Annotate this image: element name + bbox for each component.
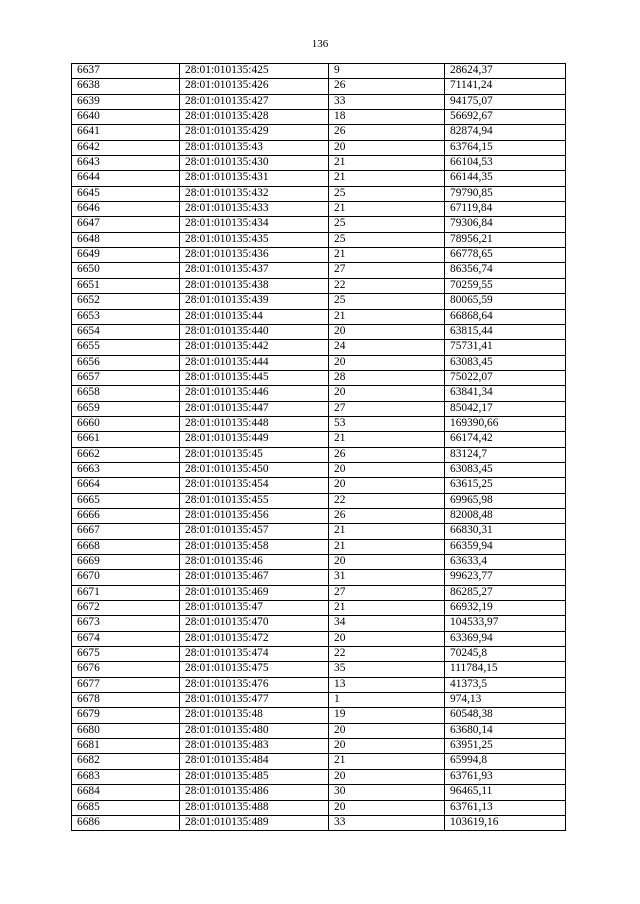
row-number-cell: 6656 xyxy=(72,355,180,370)
cadastral-number-cell: 28:01:010135:458 xyxy=(180,539,329,554)
table-row xyxy=(72,79,566,94)
table-row xyxy=(72,432,566,447)
table-row xyxy=(72,110,566,125)
amount-cell: 82874,94 xyxy=(445,125,566,140)
cadastral-number-cell: 28:01:010135:46 xyxy=(180,555,329,570)
cadastral-number-cell: 28:01:010135:426 xyxy=(180,79,329,94)
quantity-cell: 27 xyxy=(329,401,445,416)
table-row xyxy=(72,708,566,723)
row-number-cell: 6673 xyxy=(72,616,180,631)
row-number-cell: 6677 xyxy=(72,677,180,692)
amount-cell: 67119,84 xyxy=(445,202,566,217)
amount-cell: 79790,85 xyxy=(445,186,566,201)
quantity-cell: 18 xyxy=(329,110,445,125)
cadastral-number-cell: 28:01:010135:431 xyxy=(180,171,329,186)
cadastral-table xyxy=(71,63,566,831)
cadastral-number-cell: 28:01:010135:435 xyxy=(180,232,329,247)
quantity-cell: 20 xyxy=(329,355,445,370)
amount-cell: 28624,37 xyxy=(445,64,566,79)
cadastral-number-cell: 28:01:010135:48 xyxy=(180,708,329,723)
amount-cell: 82008,48 xyxy=(445,508,566,523)
quantity-cell: 21 xyxy=(329,171,445,186)
row-number-cell: 6661 xyxy=(72,432,180,447)
cadastral-number-cell: 28:01:010135:43 xyxy=(180,140,329,155)
cadastral-number-cell: 28:01:010135:474 xyxy=(180,647,329,662)
cadastral-number-cell: 28:01:010135:427 xyxy=(180,94,329,109)
amount-cell: 86285,27 xyxy=(445,585,566,600)
row-number-cell: 6685 xyxy=(72,800,180,815)
quantity-cell: 21 xyxy=(329,156,445,171)
amount-cell: 63841,34 xyxy=(445,386,566,401)
table-row xyxy=(72,478,566,493)
table-row xyxy=(72,815,566,830)
amount-cell: 63951,25 xyxy=(445,739,566,754)
quantity-cell: 20 xyxy=(329,800,445,815)
table-row xyxy=(72,263,566,278)
table-row xyxy=(72,769,566,784)
table-row xyxy=(72,754,566,769)
amount-cell: 70245,8 xyxy=(445,647,566,662)
amount-cell: 60548,38 xyxy=(445,708,566,723)
amount-cell: 63369,94 xyxy=(445,631,566,646)
quantity-cell: 25 xyxy=(329,294,445,309)
cadastral-number-cell: 28:01:010135:476 xyxy=(180,677,329,692)
row-number-cell: 6637 xyxy=(72,64,180,79)
amount-cell: 78956,21 xyxy=(445,232,566,247)
cadastral-number-cell: 28:01:010135:436 xyxy=(180,248,329,263)
row-number-cell: 6639 xyxy=(72,94,180,109)
amount-cell: 104533,97 xyxy=(445,616,566,631)
table-row xyxy=(72,309,566,324)
amount-cell: 66144,35 xyxy=(445,171,566,186)
row-number-cell: 6665 xyxy=(72,493,180,508)
table-row xyxy=(72,232,566,247)
table-row xyxy=(72,140,566,155)
table-row xyxy=(72,585,566,600)
amount-cell: 94175,07 xyxy=(445,94,566,109)
table-row xyxy=(72,186,566,201)
quantity-cell: 21 xyxy=(329,202,445,217)
cadastral-number-cell: 28:01:010135:467 xyxy=(180,570,329,585)
amount-cell: 66174,42 xyxy=(445,432,566,447)
quantity-cell: 30 xyxy=(329,785,445,800)
table-row xyxy=(72,416,566,431)
cadastral-number-cell: 28:01:010135:475 xyxy=(180,662,329,677)
table-row xyxy=(72,677,566,692)
table-row xyxy=(72,647,566,662)
row-number-cell: 6676 xyxy=(72,662,180,677)
cadastral-number-cell: 28:01:010135:485 xyxy=(180,769,329,784)
quantity-cell: 20 xyxy=(329,140,445,155)
quantity-cell: 19 xyxy=(329,708,445,723)
amount-cell: 83124,7 xyxy=(445,447,566,462)
cadastral-number-cell: 28:01:010135:449 xyxy=(180,432,329,447)
amount-cell: 66830,31 xyxy=(445,524,566,539)
quantity-cell: 33 xyxy=(329,94,445,109)
cadastral-number-cell: 28:01:010135:469 xyxy=(180,585,329,600)
row-number-cell: 6650 xyxy=(72,263,180,278)
quantity-cell: 21 xyxy=(329,539,445,554)
row-number-cell: 6643 xyxy=(72,156,180,171)
row-number-cell: 6682 xyxy=(72,754,180,769)
quantity-cell: 21 xyxy=(329,601,445,616)
quantity-cell: 53 xyxy=(329,416,445,431)
quantity-cell: 20 xyxy=(329,386,445,401)
quantity-cell: 22 xyxy=(329,278,445,293)
amount-cell: 63615,25 xyxy=(445,478,566,493)
quantity-cell: 9 xyxy=(329,64,445,79)
table-row xyxy=(72,739,566,754)
amount-cell: 56692,67 xyxy=(445,110,566,125)
quantity-cell: 21 xyxy=(329,248,445,263)
cadastral-number-cell: 28:01:010135:456 xyxy=(180,508,329,523)
table-row xyxy=(72,723,566,738)
cadastral-number-cell: 28:01:010135:488 xyxy=(180,800,329,815)
table-row xyxy=(72,601,566,616)
table-row xyxy=(72,785,566,800)
quantity-cell: 20 xyxy=(329,739,445,754)
table-row xyxy=(72,800,566,815)
amount-cell: 70259,55 xyxy=(445,278,566,293)
row-number-cell: 6670 xyxy=(72,570,180,585)
amount-cell: 63761,93 xyxy=(445,769,566,784)
row-number-cell: 6638 xyxy=(72,79,180,94)
row-number-cell: 6666 xyxy=(72,508,180,523)
amount-cell: 111784,15 xyxy=(445,662,566,677)
amount-cell: 41373,5 xyxy=(445,677,566,692)
row-number-cell: 6654 xyxy=(72,324,180,339)
quantity-cell: 35 xyxy=(329,662,445,677)
row-number-cell: 6671 xyxy=(72,585,180,600)
cadastral-number-cell: 28:01:010135:455 xyxy=(180,493,329,508)
amount-cell: 63761,13 xyxy=(445,800,566,815)
table-row xyxy=(72,462,566,477)
row-number-cell: 6662 xyxy=(72,447,180,462)
amount-cell: 66868,64 xyxy=(445,309,566,324)
cadastral-number-cell: 28:01:010135:483 xyxy=(180,739,329,754)
row-number-cell: 6669 xyxy=(72,555,180,570)
row-number-cell: 6647 xyxy=(72,217,180,232)
table-row xyxy=(72,125,566,140)
cadastral-number-cell: 28:01:010135:445 xyxy=(180,370,329,385)
amount-cell: 169390,66 xyxy=(445,416,566,431)
table-row xyxy=(72,64,566,79)
table-row xyxy=(72,539,566,554)
quantity-cell: 27 xyxy=(329,585,445,600)
quantity-cell: 20 xyxy=(329,769,445,784)
amount-cell: 71141,24 xyxy=(445,79,566,94)
cadastral-number-cell: 28:01:010135:442 xyxy=(180,340,329,355)
cadastral-number-cell: 28:01:010135:45 xyxy=(180,447,329,462)
cadastral-number-cell: 28:01:010135:440 xyxy=(180,324,329,339)
row-number-cell: 6680 xyxy=(72,723,180,738)
table-row xyxy=(72,94,566,109)
table-row xyxy=(72,386,566,401)
cadastral-number-cell: 28:01:010135:477 xyxy=(180,693,329,708)
table-row xyxy=(72,662,566,677)
amount-cell: 86356,74 xyxy=(445,263,566,278)
quantity-cell: 20 xyxy=(329,555,445,570)
row-number-cell: 6684 xyxy=(72,785,180,800)
quantity-cell: 28 xyxy=(329,370,445,385)
amount-cell: 66932,19 xyxy=(445,601,566,616)
amount-cell: 75022,07 xyxy=(445,370,566,385)
table-row xyxy=(72,156,566,171)
quantity-cell: 20 xyxy=(329,723,445,738)
amount-cell: 69965,98 xyxy=(445,493,566,508)
row-number-cell: 6645 xyxy=(72,186,180,201)
quantity-cell: 20 xyxy=(329,478,445,493)
quantity-cell: 20 xyxy=(329,462,445,477)
amount-cell: 63633,4 xyxy=(445,555,566,570)
cadastral-number-cell: 28:01:010135:489 xyxy=(180,815,329,830)
cadastral-number-cell: 28:01:010135:446 xyxy=(180,386,329,401)
row-number-cell: 6640 xyxy=(72,110,180,125)
table-row xyxy=(72,401,566,416)
table-row xyxy=(72,248,566,263)
table-row xyxy=(72,217,566,232)
row-number-cell: 6668 xyxy=(72,539,180,554)
cadastral-number-cell: 28:01:010135:47 xyxy=(180,601,329,616)
quantity-cell: 1 xyxy=(329,693,445,708)
table-row xyxy=(72,278,566,293)
row-number-cell: 6679 xyxy=(72,708,180,723)
row-number-cell: 6652 xyxy=(72,294,180,309)
cadastral-number-cell: 28:01:010135:439 xyxy=(180,294,329,309)
row-number-cell: 6644 xyxy=(72,171,180,186)
quantity-cell: 21 xyxy=(329,309,445,324)
cadastral-number-cell: 28:01:010135:484 xyxy=(180,754,329,769)
amount-cell: 63083,45 xyxy=(445,355,566,370)
amount-cell: 103619,16 xyxy=(445,815,566,830)
row-number-cell: 6667 xyxy=(72,524,180,539)
amount-cell: 80065,59 xyxy=(445,294,566,309)
row-number-cell: 6660 xyxy=(72,416,180,431)
cadastral-number-cell: 28:01:010135:430 xyxy=(180,156,329,171)
row-number-cell: 6664 xyxy=(72,478,180,493)
cadastral-number-cell: 28:01:010135:470 xyxy=(180,616,329,631)
row-number-cell: 6659 xyxy=(72,401,180,416)
table-row xyxy=(72,631,566,646)
row-number-cell: 6649 xyxy=(72,248,180,263)
table-row xyxy=(72,324,566,339)
cadastral-number-cell: 28:01:010135:450 xyxy=(180,462,329,477)
quantity-cell: 25 xyxy=(329,217,445,232)
quantity-cell: 21 xyxy=(329,432,445,447)
cadastral-number-cell: 28:01:010135:457 xyxy=(180,524,329,539)
table-row xyxy=(72,294,566,309)
table-row xyxy=(72,340,566,355)
quantity-cell: 34 xyxy=(329,616,445,631)
amount-cell: 85042,17 xyxy=(445,401,566,416)
table-row xyxy=(72,508,566,523)
row-number-cell: 6655 xyxy=(72,340,180,355)
cadastral-number-cell: 28:01:010135:434 xyxy=(180,217,329,232)
quantity-cell: 26 xyxy=(329,447,445,462)
amount-cell: 79306,84 xyxy=(445,217,566,232)
table-body xyxy=(72,64,566,831)
amount-cell: 66104,53 xyxy=(445,156,566,171)
cadastral-number-cell: 28:01:010135:486 xyxy=(180,785,329,800)
quantity-cell: 21 xyxy=(329,754,445,769)
quantity-cell: 13 xyxy=(329,677,445,692)
cadastral-number-cell: 28:01:010135:480 xyxy=(180,723,329,738)
amount-cell: 63680,14 xyxy=(445,723,566,738)
table-row xyxy=(72,570,566,585)
table-row xyxy=(72,524,566,539)
row-number-cell: 6683 xyxy=(72,769,180,784)
cadastral-number-cell: 28:01:010135:428 xyxy=(180,110,329,125)
cadastral-number-cell: 28:01:010135:437 xyxy=(180,263,329,278)
quantity-cell: 24 xyxy=(329,340,445,355)
table-row xyxy=(72,355,566,370)
amount-cell: 66359,94 xyxy=(445,539,566,554)
cadastral-number-cell: 28:01:010135:448 xyxy=(180,416,329,431)
table-row xyxy=(72,447,566,462)
table-row xyxy=(72,370,566,385)
row-number-cell: 6648 xyxy=(72,232,180,247)
quantity-cell: 26 xyxy=(329,125,445,140)
amount-cell: 63083,45 xyxy=(445,462,566,477)
quantity-cell: 26 xyxy=(329,508,445,523)
table-row xyxy=(72,171,566,186)
cadastral-number-cell: 28:01:010135:432 xyxy=(180,186,329,201)
quantity-cell: 20 xyxy=(329,324,445,339)
amount-cell: 96465,11 xyxy=(445,785,566,800)
quantity-cell: 20 xyxy=(329,631,445,646)
cadastral-number-cell: 28:01:010135:472 xyxy=(180,631,329,646)
row-number-cell: 6641 xyxy=(72,125,180,140)
row-number-cell: 6672 xyxy=(72,601,180,616)
row-number-cell: 6657 xyxy=(72,370,180,385)
amount-cell: 974,13 xyxy=(445,693,566,708)
table-row xyxy=(72,202,566,217)
row-number-cell: 6674 xyxy=(72,631,180,646)
row-number-cell: 6642 xyxy=(72,140,180,155)
table-row xyxy=(72,616,566,631)
cadastral-number-cell: 28:01:010135:447 xyxy=(180,401,329,416)
cadastral-number-cell: 28:01:010135:433 xyxy=(180,202,329,217)
table-row xyxy=(72,555,566,570)
table-row xyxy=(72,693,566,708)
table-row xyxy=(72,493,566,508)
quantity-cell: 21 xyxy=(329,524,445,539)
quantity-cell: 33 xyxy=(329,815,445,830)
row-number-cell: 6646 xyxy=(72,202,180,217)
quantity-cell: 22 xyxy=(329,647,445,662)
amount-cell: 65994,8 xyxy=(445,754,566,769)
quantity-cell: 25 xyxy=(329,232,445,247)
row-number-cell: 6658 xyxy=(72,386,180,401)
row-number-cell: 6651 xyxy=(72,278,180,293)
row-number-cell: 6681 xyxy=(72,739,180,754)
row-number-cell: 6653 xyxy=(72,309,180,324)
row-number-cell: 6678 xyxy=(72,693,180,708)
cadastral-number-cell: 28:01:010135:444 xyxy=(180,355,329,370)
cadastral-number-cell: 28:01:010135:454 xyxy=(180,478,329,493)
quantity-cell: 22 xyxy=(329,493,445,508)
amount-cell: 63764,15 xyxy=(445,140,566,155)
row-number-cell: 6675 xyxy=(72,647,180,662)
cadastral-number-cell: 28:01:010135:425 xyxy=(180,64,329,79)
quantity-cell: 26 xyxy=(329,79,445,94)
row-number-cell: 6686 xyxy=(72,815,180,830)
cadastral-number-cell: 28:01:010135:44 xyxy=(180,309,329,324)
quantity-cell: 31 xyxy=(329,570,445,585)
amount-cell: 66778,65 xyxy=(445,248,566,263)
cadastral-number-cell: 28:01:010135:438 xyxy=(180,278,329,293)
quantity-cell: 25 xyxy=(329,186,445,201)
quantity-cell: 27 xyxy=(329,263,445,278)
row-number-cell: 6663 xyxy=(72,462,180,477)
amount-cell: 63815,44 xyxy=(445,324,566,339)
amount-cell: 75731,41 xyxy=(445,340,566,355)
amount-cell: 99623,77 xyxy=(445,570,566,585)
cadastral-number-cell: 28:01:010135:429 xyxy=(180,125,329,140)
page-number: 136 xyxy=(311,38,329,50)
